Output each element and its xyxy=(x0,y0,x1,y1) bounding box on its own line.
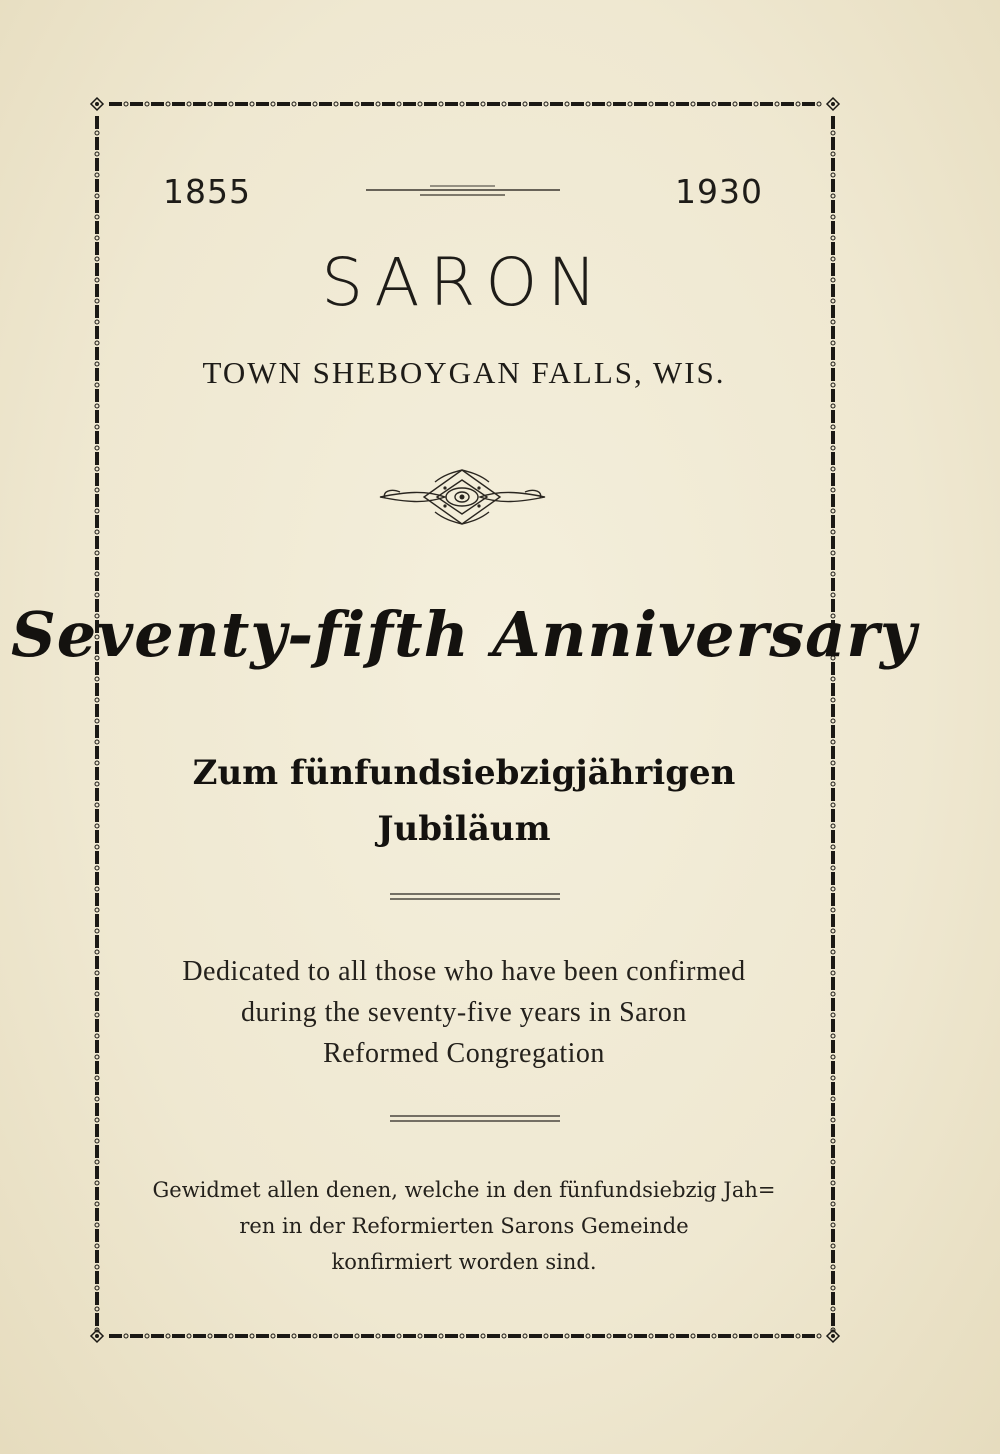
german-dedication-line: Gewidmet allen denen, welche in den fünfundsiebzig Jah= xyxy=(152,1178,776,1202)
year-divider xyxy=(0,0,1000,240)
page-title: SARON xyxy=(321,244,607,321)
german-title-line: Jubiläum xyxy=(377,809,551,849)
dedication-line: Dedicated to all those who have been confirmed xyxy=(182,956,746,987)
location-subtitle: TOWN SHEBOYGAN FALLS, WIS. xyxy=(202,355,726,390)
dedication-line: Reformed Congregation xyxy=(323,1038,605,1069)
double-rule-divider xyxy=(390,890,560,904)
german-dedication xyxy=(0,1172,928,1280)
anniversary-title: Seventy-fifth Anniversary xyxy=(10,598,918,671)
double-rule-divider xyxy=(390,1112,560,1126)
end-year: 1930 xyxy=(675,172,763,211)
english-dedication xyxy=(0,951,928,1074)
german-title-line: Zum fünfundsiebzigjährigen xyxy=(192,753,736,793)
dedication-line: during the seventy-five years in Saron xyxy=(241,997,687,1028)
ornament-icon xyxy=(375,462,550,532)
german-dedication-line: ren in der Reformierten Sarons Gemeinde xyxy=(239,1214,689,1238)
german-title xyxy=(0,745,928,857)
german-dedication-line: konfirmiert worden sind. xyxy=(331,1250,597,1274)
start-year: 1855 xyxy=(163,172,251,211)
